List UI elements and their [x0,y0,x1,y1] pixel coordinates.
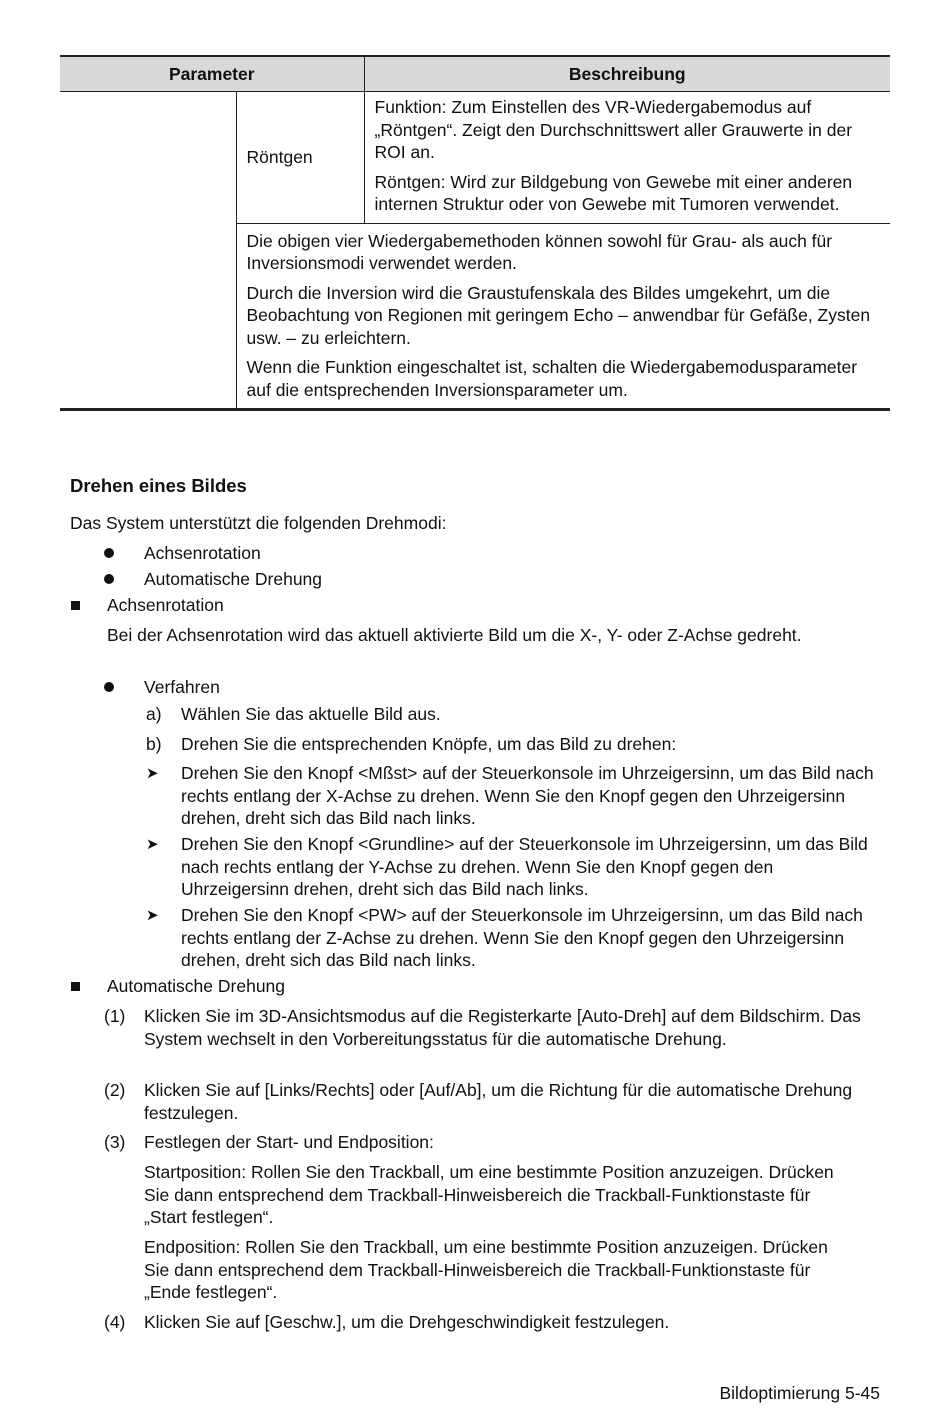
step-a-marker: a) [146,704,162,724]
desc-paragraph: Wenn die Funktion eingeschaltet ist, schalten die Wiedergabemodusparameter auf die entsprechenden Inversionsparameter um. [246,357,858,400]
header-beschreibung: Beschreibung [364,56,890,92]
bullet-dot-icon [104,574,114,584]
auto-step-2: Klicken Sie auf [Links/Rechts] oder [Auf/Ab], um die Richtung für die automatische Drehung festzulegen. [144,1080,853,1123]
start-position-text: Startposition: Rollen Sie den Trackball, um eine bestimmte Position anzuzeigen. Drücken Sie dann entsprechend dem Trackball-Hinweisbereich die Trackball-Funktionstaste für „Start festlegen“. [144,1162,834,1227]
subsection-axis-title: Achsenrotation [107,595,224,615]
desc-paragraph: Funktion: Zum Einstellen des VR-Wiedergabemodus auf „Röntgen“. Zeigt den Durchschnittswert aller Grauwerte in der ROI an. [374,97,853,162]
step-a-text: Wählen Sie das aktuelle Bild aus. [181,704,441,724]
step-b-marker: b) [146,734,162,754]
arrow-bullet-icon: ➤ [146,764,159,782]
empty-parameter-cell [60,92,236,410]
row-label-roentgen: Röntgen [236,92,364,224]
arrow-bullet-icon: ➤ [146,835,159,853]
header-parameter: Parameter [60,56,364,92]
parameter-table [60,55,890,411]
step-number: (2) [104,1080,126,1100]
subsection-auto-title: Automatische Drehung [107,976,286,996]
mode-item: Automatische Drehung [144,569,323,589]
step-number: (3) [104,1132,126,1152]
step-b-text: Drehen Sie die entsprechenden Knöpfe, um das Bild zu drehen: [181,734,677,754]
desc-paragraph: Durch die Inversion wird die Graustufenskala des Bildes umgekehrt, um die Beobachtung von Regionen mit geringem Echo – anwendbar für Gefäße, Zysten usw. – zu erleichtern. [246,282,871,348]
step-number: (1) [104,1006,126,1026]
desc-paragraph: Die obigen vier Wiedergabemethoden können sowohl für Grau- als auch für Inversionsmodi verwendet werden. [246,230,833,273]
desc-paragraph: Röntgen: Wird zur Bildgebung von Gewebe mit einer anderen internen Struktur oder von Gewebe mit Tumoren verwendet. [374,171,853,214]
sub-step-x-axis: Drehen Sie den Knopf <Mßst> auf der Steuerkonsole im Uhrzeigersinn, um das Bild nach rechts entlang der X-Achse zu drehen. Wenn Sie den Knopf gegen den Uhrzeigersinn drehen, dreht sich das Bild nach links. [181,763,874,828]
auto-step-1: Klicken Sie im 3D-Ansichtsmodus auf die Registerkarte [Auto-Dreh] auf dem Bildschirm. Das System wechselt in den Vorbereitungsstatus für die automatische Drehung. [144,1006,861,1049]
step-number: (4) [104,1312,126,1332]
end-position-text: Endposition: Rollen Sie den Trackball, um eine bestimmte Position anzuzeigen. Drücken Sie dann entsprechend dem Trackball-Hinweisbereich die Trackball-Funktionstaste für „Ende festlegen“. [144,1237,828,1302]
arrow-bullet-icon: ➤ [146,906,159,924]
bullet-dot-icon [104,548,114,558]
square-bullet-icon [71,601,80,610]
procedure-label: Verfahren [144,677,220,697]
row-desc-roentgen [364,92,890,224]
auto-step-4: Klicken Sie auf [Geschw.], um die Drehgeschwindigkeit festzulegen. [144,1312,670,1332]
row-desc-inversion [236,223,890,410]
sub-step-z-axis: Drehen Sie den Knopf <PW> auf der Steuerkonsole im Uhrzeigersinn, um das Bild nach rechts entlang der Z-Achse zu drehen. Wenn Sie den Knopf gegen den Uhrzeigersinn drehen, dreht sich das Bild nach links. [181,905,863,970]
auto-step-3: Festlegen der Start- und Endposition: [144,1132,434,1152]
sub-step-y-axis: Drehen Sie den Knopf <Grundline> auf der Steuerkonsole im Uhrzeigersinn, um das Bild nach rechts entlang der Y-Achse zu drehen. Wenn Sie den Knopf gegen den Uhrzeigersinn drehen, dreht sich das Bild nach links. [181,834,868,899]
bullet-dot-icon [104,682,114,692]
section-title: Drehen eines Bildes [70,475,247,496]
square-bullet-icon [71,982,80,991]
page-footer: Bildoptimierung 5-45 [719,1383,880,1403]
axis-description: Bei der Achsenrotation wird das aktuell aktivierte Bild um die X-, Y- oder Z-Achse gedreht. [107,625,802,645]
mode-item: Achsenrotation [144,543,261,563]
section-intro: Das System unterstützt die folgenden Drehmodi: [70,513,447,533]
